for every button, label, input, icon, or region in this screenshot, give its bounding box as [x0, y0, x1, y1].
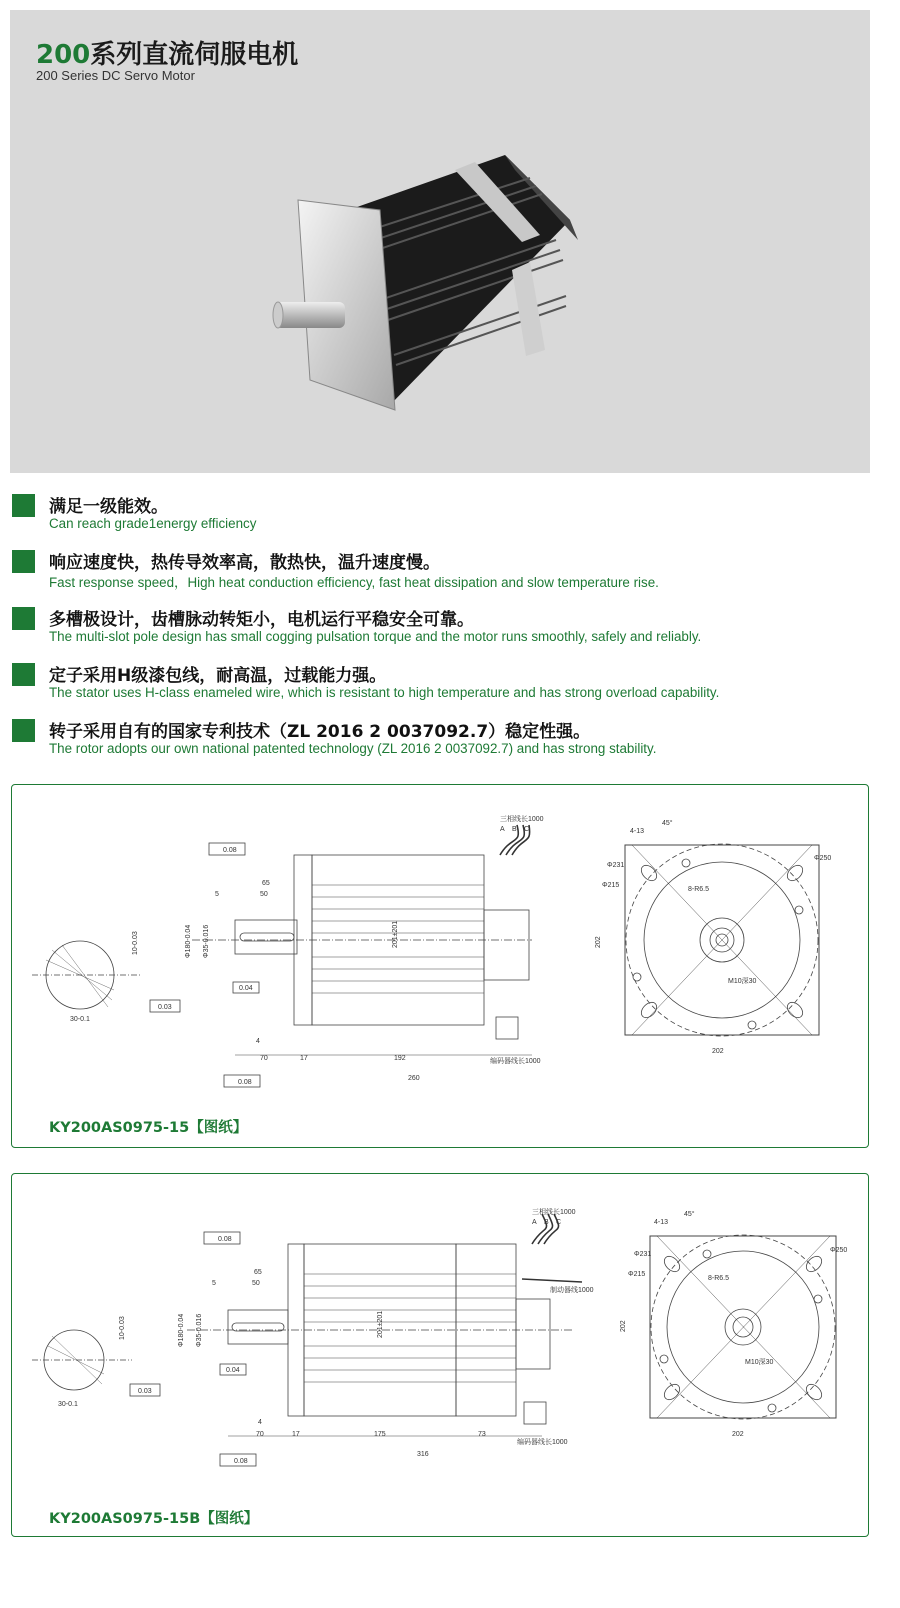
encoder-box — [484, 910, 529, 980]
dim-d231: Φ231 — [634, 1251, 652, 1258]
bullet-square-icon — [12, 663, 35, 686]
dim-70: 70 — [256, 1431, 264, 1438]
dim-height: 201±201 — [392, 920, 399, 948]
dim-angle: 45° — [684, 1211, 695, 1218]
bullet-square-icon — [12, 550, 35, 573]
phase-b: B — [512, 826, 517, 833]
feature-text-en: Fast response speed，High heat conduction efficiency, fast heat dissipation and slow temperature rise. — [49, 575, 659, 590]
dim-height: 201±201 — [377, 1310, 384, 1338]
dim-d250: Φ250 — [830, 1247, 848, 1254]
dim-rear: 73 — [478, 1431, 486, 1438]
encoder-box — [516, 1299, 550, 1369]
cable-label: 三相线长1000 — [500, 816, 544, 823]
dim-65: 65 — [262, 880, 270, 887]
dim-50: 50 — [260, 891, 268, 898]
dim-total: 316 — [417, 1451, 429, 1458]
dim-total: 260 — [408, 1075, 420, 1082]
dim-body: 175 — [374, 1431, 386, 1438]
hero-banner — [10, 10, 870, 473]
phase-a: A — [532, 1219, 537, 1226]
phase-b: B — [544, 1219, 549, 1226]
encoder-cable-label: 编码器线长1000 — [490, 1058, 541, 1065]
dim-70: 70 — [260, 1055, 268, 1062]
phase-c: C — [556, 1219, 562, 1226]
dim-50: 50 — [252, 1280, 260, 1287]
feature-text-en: The rotor adopts our own national patented technology (ZL 2016 2 0037092.7) and has strong stability. — [49, 741, 657, 756]
dim-202-v: 202 — [595, 936, 602, 948]
title-number: 200 — [36, 40, 91, 70]
feature-item — [12, 548, 882, 598]
phase-a: A — [500, 826, 505, 833]
phase-c: C — [524, 826, 530, 833]
dim-17: 17 — [292, 1431, 300, 1438]
page-subtitle: 200 Series DC Servo Motor — [36, 68, 195, 83]
cable-label: 三相线长1000 — [532, 1209, 576, 1216]
drawing-svg — [12, 785, 868, 1147]
title-chinese: 系列直流伺服电机 — [90, 40, 299, 70]
technical-drawing-1 — [11, 784, 869, 1148]
feature-item — [12, 717, 882, 767]
feature-item — [12, 605, 882, 655]
drawing-caption: KY200AS0975-15【图纸】 — [49, 1120, 248, 1136]
bullet-square-icon — [12, 607, 35, 630]
page-title — [36, 34, 298, 71]
servo-motor-image — [260, 150, 600, 420]
dim-17: 17 — [300, 1055, 308, 1062]
dim-m10: M10深30 — [728, 978, 757, 985]
dim-m10: M10深30 — [745, 1359, 774, 1366]
shaft-side — [228, 1310, 288, 1344]
tol-08-bottom: 0.08 — [234, 1458, 248, 1465]
dim-d231: Φ231 — [607, 862, 625, 869]
bullet-square-icon — [12, 719, 35, 742]
dim-5: 5 — [212, 1280, 216, 1287]
feature-text-cn: 多槽极设计，齿槽脉动转矩小，电机运行平稳安全可靠。 — [49, 610, 474, 630]
tol-08-top: 0.08 — [218, 1236, 232, 1243]
dim-4-13: 4-13 — [654, 1219, 669, 1226]
feature-item — [12, 661, 882, 711]
dim-4-13: 4-13 — [630, 828, 645, 835]
feature-text-en: Can reach grade1energy efficiency — [49, 516, 257, 531]
dim-4: 4 — [256, 1038, 260, 1045]
tol-04: 0.04 — [239, 985, 253, 992]
dim-key: 10-0.03 — [132, 931, 139, 955]
drawing-svg — [12, 1174, 868, 1536]
dim-4: 4 — [258, 1419, 262, 1426]
dim-202-v: 202 — [620, 1320, 627, 1332]
dim-d215: Φ215 — [628, 1271, 646, 1278]
feature-text-en: The stator uses H-class enameled wire, which is resistant to high temperature and has strong overload capability. — [49, 685, 720, 700]
encoder-connector — [524, 1402, 546, 1424]
feature-text-en: The multi-slot pole design has small cogging pulsation torque and the motor runs smoothly, safely and reliably. — [49, 629, 702, 644]
dim-phi35: Φ35-0.016 — [203, 924, 210, 958]
dim-phi35: Φ35-0.016 — [196, 1313, 203, 1347]
front-view — [650, 1236, 836, 1418]
dim-202-h: 202 — [732, 1431, 744, 1438]
feature-text-cn: 响应速度快，热传导效率高，散热快，温升速度慢。 — [49, 553, 440, 573]
shaft-side — [235, 920, 297, 954]
dim-key: 10-0.03 — [119, 1316, 126, 1340]
tol-04: 0.04 — [226, 1367, 240, 1374]
dim-shaft: 30-0.1 — [58, 1401, 78, 1408]
dim-body: 192 — [394, 1055, 406, 1062]
dim-d250: Φ250 — [814, 855, 832, 862]
dim-angle: 45° — [662, 820, 673, 827]
drawing-caption: KY200AS0975-15B【图纸】 — [49, 1511, 259, 1527]
tol-03: 0.03 — [138, 1388, 152, 1395]
dim-shaft: 30-0.1 — [70, 1016, 90, 1023]
dim-r65: 8-R6.5 — [688, 886, 710, 893]
feature-text-cn: 定子采用H级漆包线，耐高温，过载能力强。 — [49, 666, 387, 686]
feature-text-cn: 转子采用自有的国家专利技术（ZL 2016 2 0037092.7）稳定性强。 — [49, 722, 591, 742]
dim-phi180: Φ180-0.04 — [178, 1313, 185, 1347]
brake-cable-label: 制动器线1000 — [550, 1287, 594, 1294]
encoder-cable-label: 编码器线长1000 — [517, 1439, 568, 1446]
tol-03: 0.03 — [158, 1004, 172, 1011]
tol-08-top: 0.08 — [223, 847, 237, 854]
dim-65: 65 — [254, 1269, 262, 1276]
dim-202-h: 202 — [712, 1048, 724, 1055]
dim-phi180: Φ180-0.04 — [185, 924, 192, 958]
dim-d215: Φ215 — [602, 882, 620, 889]
feature-text-cn: 满足一级能效。 — [49, 497, 168, 517]
feature-item — [12, 492, 882, 542]
dim-5: 5 — [215, 891, 219, 898]
encoder-connector — [496, 1017, 518, 1039]
tol-08-bottom: 0.08 — [238, 1079, 252, 1086]
technical-drawing-2 — [11, 1173, 869, 1537]
dim-r65: 8-R6.5 — [708, 1275, 730, 1282]
bullet-square-icon — [12, 494, 35, 517]
